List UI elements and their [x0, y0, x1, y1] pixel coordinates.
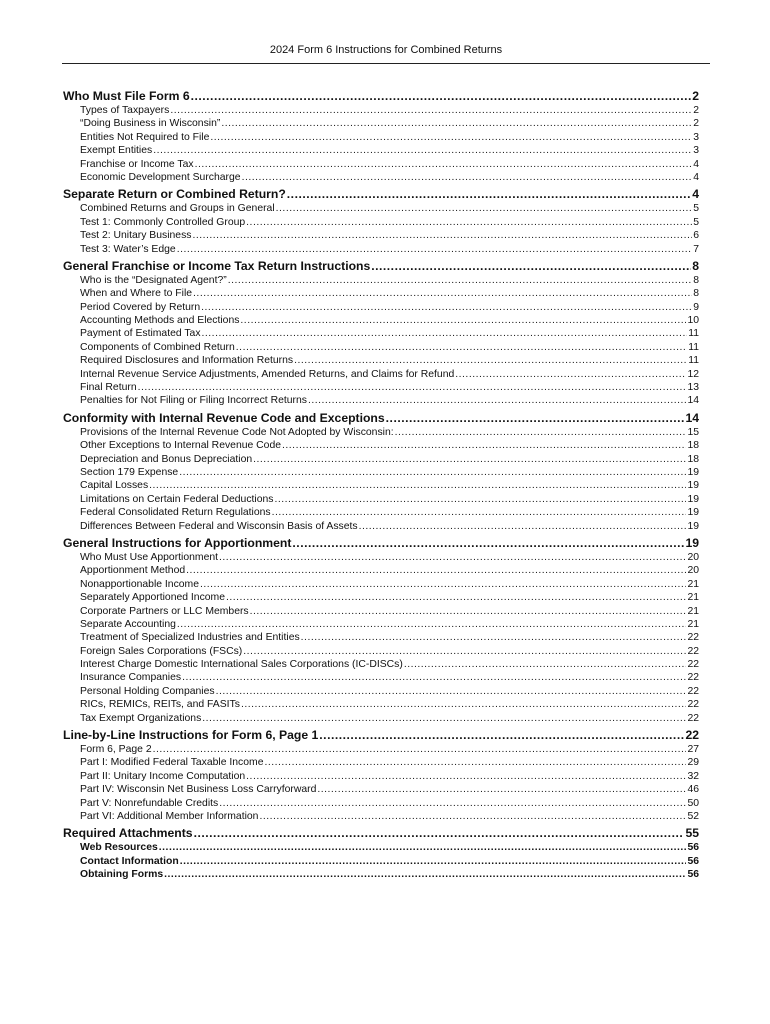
entry-page-number: 22	[687, 685, 699, 697]
toc-entry[interactable]	[63, 770, 699, 783]
dot-leader	[177, 243, 693, 256]
dot-leader	[386, 410, 685, 426]
entry-page-number: 19	[687, 507, 699, 519]
entry-label: Components of Combined Return	[80, 341, 235, 353]
dot-leader	[308, 394, 686, 407]
entry-page-number: 13	[687, 382, 699, 394]
toc-entry[interactable]	[63, 810, 699, 823]
dot-leader	[202, 327, 688, 340]
entry-page-number: 22	[687, 712, 699, 724]
entry-label: Final Return	[80, 382, 137, 394]
toc-entry[interactable]	[63, 104, 699, 117]
toc-entry[interactable]	[63, 783, 699, 796]
entry-page-number: 12	[687, 368, 699, 380]
dot-leader	[219, 797, 686, 810]
dot-leader	[170, 104, 692, 117]
entry-label: Test 2: Unitary Business	[80, 230, 192, 242]
dot-leader	[455, 368, 686, 381]
section-title: Line-by-Line Instructions for Form 6, Page 1	[63, 728, 319, 743]
dot-leader	[179, 466, 686, 479]
entry-page-number: 56	[687, 855, 699, 867]
dot-leader	[292, 535, 684, 551]
dot-leader	[243, 645, 686, 658]
entry-label: Insurance Companies	[80, 672, 182, 684]
toc-entry[interactable]	[63, 426, 699, 439]
toc-entry[interactable]	[63, 855, 699, 868]
toc-entry[interactable]	[63, 274, 699, 287]
entry-page-number: 11	[688, 341, 699, 353]
toc-section-heading[interactable]	[63, 825, 699, 841]
section-page-number: 14	[685, 410, 699, 425]
dot-leader	[276, 202, 693, 215]
dot-leader	[153, 144, 692, 157]
dot-leader	[159, 841, 687, 854]
entry-page-number: 8	[693, 274, 699, 286]
entry-label: Part II: Unitary Income Computation	[80, 770, 246, 782]
entry-label: Depreciation and Bonus Depreciation	[80, 453, 253, 465]
toc-entry[interactable]	[63, 841, 699, 854]
entry-page-number: 29	[687, 757, 699, 769]
entry-page-number: 20	[687, 551, 699, 563]
entry-page-number: 22	[687, 645, 699, 657]
toc-entry[interactable]	[63, 243, 699, 256]
entry-page-number: 10	[687, 315, 699, 327]
dot-leader	[191, 88, 692, 104]
section-page-number: 2	[692, 89, 699, 103]
entry-page-number: 22	[687, 699, 699, 711]
page-header: 2024 Form 6 Instructions for Combined Returns	[269, 44, 503, 56]
toc-entry[interactable]	[63, 158, 699, 171]
entry-label: Combined Returns and Groups in General	[80, 203, 275, 215]
entry-label: Part VI: Additional Member Information	[80, 810, 259, 822]
dot-leader	[202, 712, 686, 725]
dot-leader	[246, 216, 692, 229]
dot-leader	[153, 743, 687, 756]
entry-label: Apportionment Method	[80, 565, 186, 577]
toc-entry[interactable]	[63, 453, 699, 466]
toc-entry[interactable]	[63, 868, 699, 881]
dot-leader	[317, 783, 686, 796]
dot-leader	[259, 810, 686, 823]
toc-entry[interactable]	[63, 394, 699, 407]
dot-leader	[242, 171, 693, 184]
dot-leader	[186, 564, 686, 577]
dot-leader	[193, 287, 692, 300]
toc-entry[interactable]	[63, 131, 699, 144]
section-page-number: 4	[692, 187, 699, 202]
entry-label: Tax Exempt Organizations	[80, 712, 202, 724]
toc-section	[63, 825, 699, 881]
entry-label: Web Resources	[80, 842, 158, 854]
dot-leader	[287, 186, 691, 202]
entry-label: Differences Between Federal and Wisconsin Basis of Assets	[80, 520, 358, 532]
toc-entry[interactable]	[63, 381, 699, 394]
entry-page-number: 18	[687, 453, 699, 465]
toc-entry[interactable]	[63, 618, 699, 631]
toc-entry[interactable]	[63, 216, 699, 229]
section-page-number: 55	[685, 826, 699, 841]
dot-leader	[274, 493, 686, 506]
entry-label: When and Where to File	[80, 288, 193, 300]
entry-label: Separate Accounting	[80, 618, 176, 630]
dot-leader	[200, 578, 686, 591]
entry-page-number: 21	[687, 592, 699, 604]
entry-label: Types of Taxpayers	[80, 105, 170, 116]
entry-label: Test 1: Commonly Controlled Group	[80, 216, 246, 228]
entry-label: Provisions of the Internal Revenue Code Not Adopted by Wisconsin:	[80, 426, 394, 438]
dot-leader	[253, 453, 686, 466]
toc-entry[interactable]	[63, 493, 699, 506]
dot-leader	[177, 618, 687, 631]
entry-page-number: 6	[693, 230, 699, 242]
toc-section-heading[interactable]	[63, 410, 699, 426]
entry-page-number: 19	[687, 466, 699, 478]
toc-entry[interactable]	[63, 229, 699, 242]
entry-label: Franchise or Income Tax	[80, 158, 194, 170]
dot-leader	[264, 756, 686, 769]
dot-leader	[319, 727, 684, 743]
toc-entry[interactable]	[63, 685, 699, 698]
toc-section-heading[interactable]	[63, 535, 699, 551]
entry-page-number: 46	[687, 784, 699, 796]
entry-page-number: 14	[687, 395, 699, 407]
section-title: Separate Return or Combined Return?	[63, 187, 286, 202]
toc-entry[interactable]	[63, 578, 699, 591]
toc-entry[interactable]	[63, 117, 699, 130]
dot-leader	[395, 426, 687, 439]
entry-label: Obtaining Forms	[80, 869, 164, 881]
entry-label: Capital Losses	[80, 480, 149, 492]
entry-page-number: 4	[693, 158, 699, 170]
entry-label: Penalties for Not Filing or Filing Incorrect Returns	[80, 395, 307, 407]
dot-leader	[282, 439, 686, 452]
entry-label: Who Must Use Apportionment	[80, 551, 219, 563]
entry-page-number: 20	[687, 565, 699, 577]
dot-leader	[226, 591, 686, 604]
entry-page-number: 27	[687, 744, 699, 756]
entry-page-number: 2	[693, 105, 699, 116]
dot-leader	[236, 341, 687, 354]
entry-page-number: 4	[693, 171, 699, 183]
toc-entry[interactable]	[63, 301, 699, 314]
dot-leader	[210, 131, 692, 144]
toc-section	[63, 186, 699, 256]
entry-page-number: 21	[687, 605, 699, 617]
toc-entry[interactable]	[63, 466, 699, 479]
entry-page-number: 19	[687, 493, 699, 505]
entry-label: Form 6, Page 2	[80, 744, 152, 756]
dot-leader	[201, 301, 692, 314]
dot-leader	[221, 117, 692, 130]
toc-entry[interactable]	[63, 439, 699, 452]
toc-entry[interactable]	[63, 368, 699, 381]
entry-label: Exempt Entities	[80, 145, 153, 157]
dot-leader	[241, 698, 687, 711]
entry-page-number: 21	[687, 578, 699, 590]
entry-label: Section 179 Expense	[80, 466, 179, 478]
entry-page-number: 56	[687, 842, 699, 854]
table-of-contents	[63, 88, 699, 884]
dot-leader	[301, 631, 687, 644]
dot-leader	[180, 855, 687, 868]
toc-section	[63, 88, 699, 184]
dot-leader	[194, 825, 685, 841]
entry-label: Contact Information	[80, 855, 179, 867]
entry-label: Personal Holding Companies	[80, 685, 215, 697]
dot-leader	[228, 274, 693, 287]
entry-label: “Doing Business in Wisconsin”	[80, 118, 221, 130]
dot-leader	[149, 479, 686, 492]
entry-label: Internal Revenue Service Adjustments, Amended Returns, and Claims for Refund	[80, 368, 455, 380]
toc-entry[interactable]	[63, 645, 699, 658]
entry-page-number: 11	[688, 328, 699, 340]
toc-entry[interactable]	[63, 591, 699, 604]
toc-section-heading[interactable]	[63, 88, 699, 104]
entry-page-number: 50	[687, 797, 699, 809]
entry-label: Part IV: Wisconsin Net Business Loss Carryforward	[80, 784, 317, 796]
entry-label: Treatment of Specialized Industries and Entities	[80, 632, 300, 644]
entry-label: Foreign Sales Corporations (FSCs)	[80, 645, 243, 657]
section-title: General Instructions for Apportionment	[63, 535, 292, 550]
entry-label: Economic Development Surcharge	[80, 171, 241, 183]
entry-label: Interest Charge Domestic International Sales Corporations (IC-DISCs)	[80, 659, 403, 671]
toc-section	[63, 410, 699, 533]
dot-leader	[192, 229, 692, 242]
section-title: Who Must File Form 6	[63, 89, 190, 103]
entry-label: Nonapportionable Income	[80, 578, 199, 590]
dot-leader	[250, 605, 687, 618]
entry-label: Part V: Nonrefundable Credits	[80, 797, 219, 809]
entry-label: Separately Apportioned Income	[80, 592, 225, 604]
entry-page-number: 15	[687, 426, 699, 438]
toc-section	[63, 535, 699, 725]
toc-entry[interactable]	[63, 341, 699, 354]
entry-label: Limitations on Certain Federal Deductions	[80, 493, 274, 505]
toc-entry[interactable]	[63, 327, 699, 340]
entry-label: Payment of Estimated Tax	[80, 328, 201, 340]
toc-entry[interactable]	[63, 605, 699, 618]
entry-page-number: 22	[687, 632, 699, 644]
dot-leader	[216, 685, 687, 698]
section-title: General Franchise or Income Tax Return Instructions	[63, 258, 371, 273]
entry-page-number: 18	[687, 440, 699, 452]
section-page-number: 8	[692, 258, 699, 273]
entry-page-number: 56	[687, 869, 699, 881]
dot-leader	[371, 258, 691, 274]
toc-entry[interactable]	[63, 631, 699, 644]
toc-section	[63, 258, 699, 408]
toc-section-heading[interactable]	[63, 727, 699, 743]
dot-leader	[246, 770, 686, 783]
section-page-number: 19	[685, 535, 699, 550]
dot-leader	[138, 381, 687, 394]
dot-leader	[182, 671, 686, 684]
entry-label: Required Disclosures and Information Returns	[80, 355, 294, 367]
entry-label: Who is the “Designated Agent?”	[80, 274, 227, 286]
section-title: Required Attachments	[63, 826, 193, 841]
toc-entry[interactable]	[63, 698, 699, 711]
entry-page-number: 19	[687, 520, 699, 532]
entry-label: Test 3: Water’s Edge	[80, 243, 176, 255]
entry-page-number: 22	[687, 659, 699, 671]
toc-entry[interactable]	[63, 671, 699, 684]
entry-label: Accounting Methods and Elections	[80, 315, 240, 327]
toc-entry[interactable]	[63, 797, 699, 810]
entry-page-number: 3	[693, 131, 699, 143]
entry-page-number: 7	[693, 243, 699, 255]
section-page-number: 22	[685, 728, 699, 743]
toc-entry[interactable]	[63, 354, 699, 367]
entry-page-number: 3	[693, 145, 699, 157]
toc-section-heading[interactable]	[63, 186, 699, 202]
entry-label: Period Covered by Return	[80, 301, 201, 313]
toc-entry[interactable]	[63, 756, 699, 769]
entry-label: Part I: Modified Federal Taxable Income	[80, 757, 264, 769]
dot-leader	[164, 868, 686, 881]
dot-leader	[195, 158, 693, 171]
entry-page-number: 32	[687, 770, 699, 782]
header-rule	[62, 63, 710, 64]
toc-section-heading[interactable]	[63, 258, 699, 274]
toc-entry[interactable]	[63, 520, 699, 533]
entry-page-number: 52	[687, 810, 699, 822]
section-title: Conformity with Internal Revenue Code and Exceptions	[63, 410, 385, 425]
entry-label: Corporate Partners or LLC Members	[80, 605, 249, 617]
toc-entry[interactable]	[63, 564, 699, 577]
toc-entry[interactable]	[63, 171, 699, 184]
toc-entry[interactable]	[63, 287, 699, 300]
entry-page-number: 8	[693, 288, 699, 300]
toc-entry[interactable]	[63, 479, 699, 492]
toc-entry[interactable]	[63, 743, 699, 756]
dot-leader	[219, 551, 686, 564]
dot-leader	[240, 314, 686, 327]
dot-leader	[404, 658, 687, 671]
entry-label: Entities Not Required to File	[80, 131, 210, 143]
entry-page-number: 22	[687, 672, 699, 684]
dot-leader	[359, 520, 687, 533]
toc-entry[interactable]	[63, 202, 699, 215]
entry-page-number: 5	[693, 203, 699, 215]
entry-label: Federal Consolidated Return Regulations	[80, 507, 271, 519]
toc-entry[interactable]	[63, 712, 699, 725]
toc-entry[interactable]	[63, 144, 699, 157]
entry-page-number: 21	[687, 618, 699, 630]
entry-label: Other Exceptions to Internal Revenue Code	[80, 440, 282, 452]
entry-page-number: 9	[693, 301, 699, 313]
toc-entry[interactable]	[63, 506, 699, 519]
dot-leader	[294, 354, 687, 367]
toc-entry[interactable]	[63, 314, 699, 327]
entry-page-number: 19	[687, 480, 699, 492]
entry-label: RICs, REMICs, REITs, and FASITs	[80, 699, 240, 711]
entry-page-number: 5	[693, 216, 699, 228]
entry-page-number: 11	[688, 355, 699, 367]
toc-entry[interactable]	[63, 551, 699, 564]
toc-entry[interactable]	[63, 658, 699, 671]
toc-section	[63, 727, 699, 823]
entry-page-number: 2	[693, 118, 699, 130]
dot-leader	[272, 506, 687, 519]
